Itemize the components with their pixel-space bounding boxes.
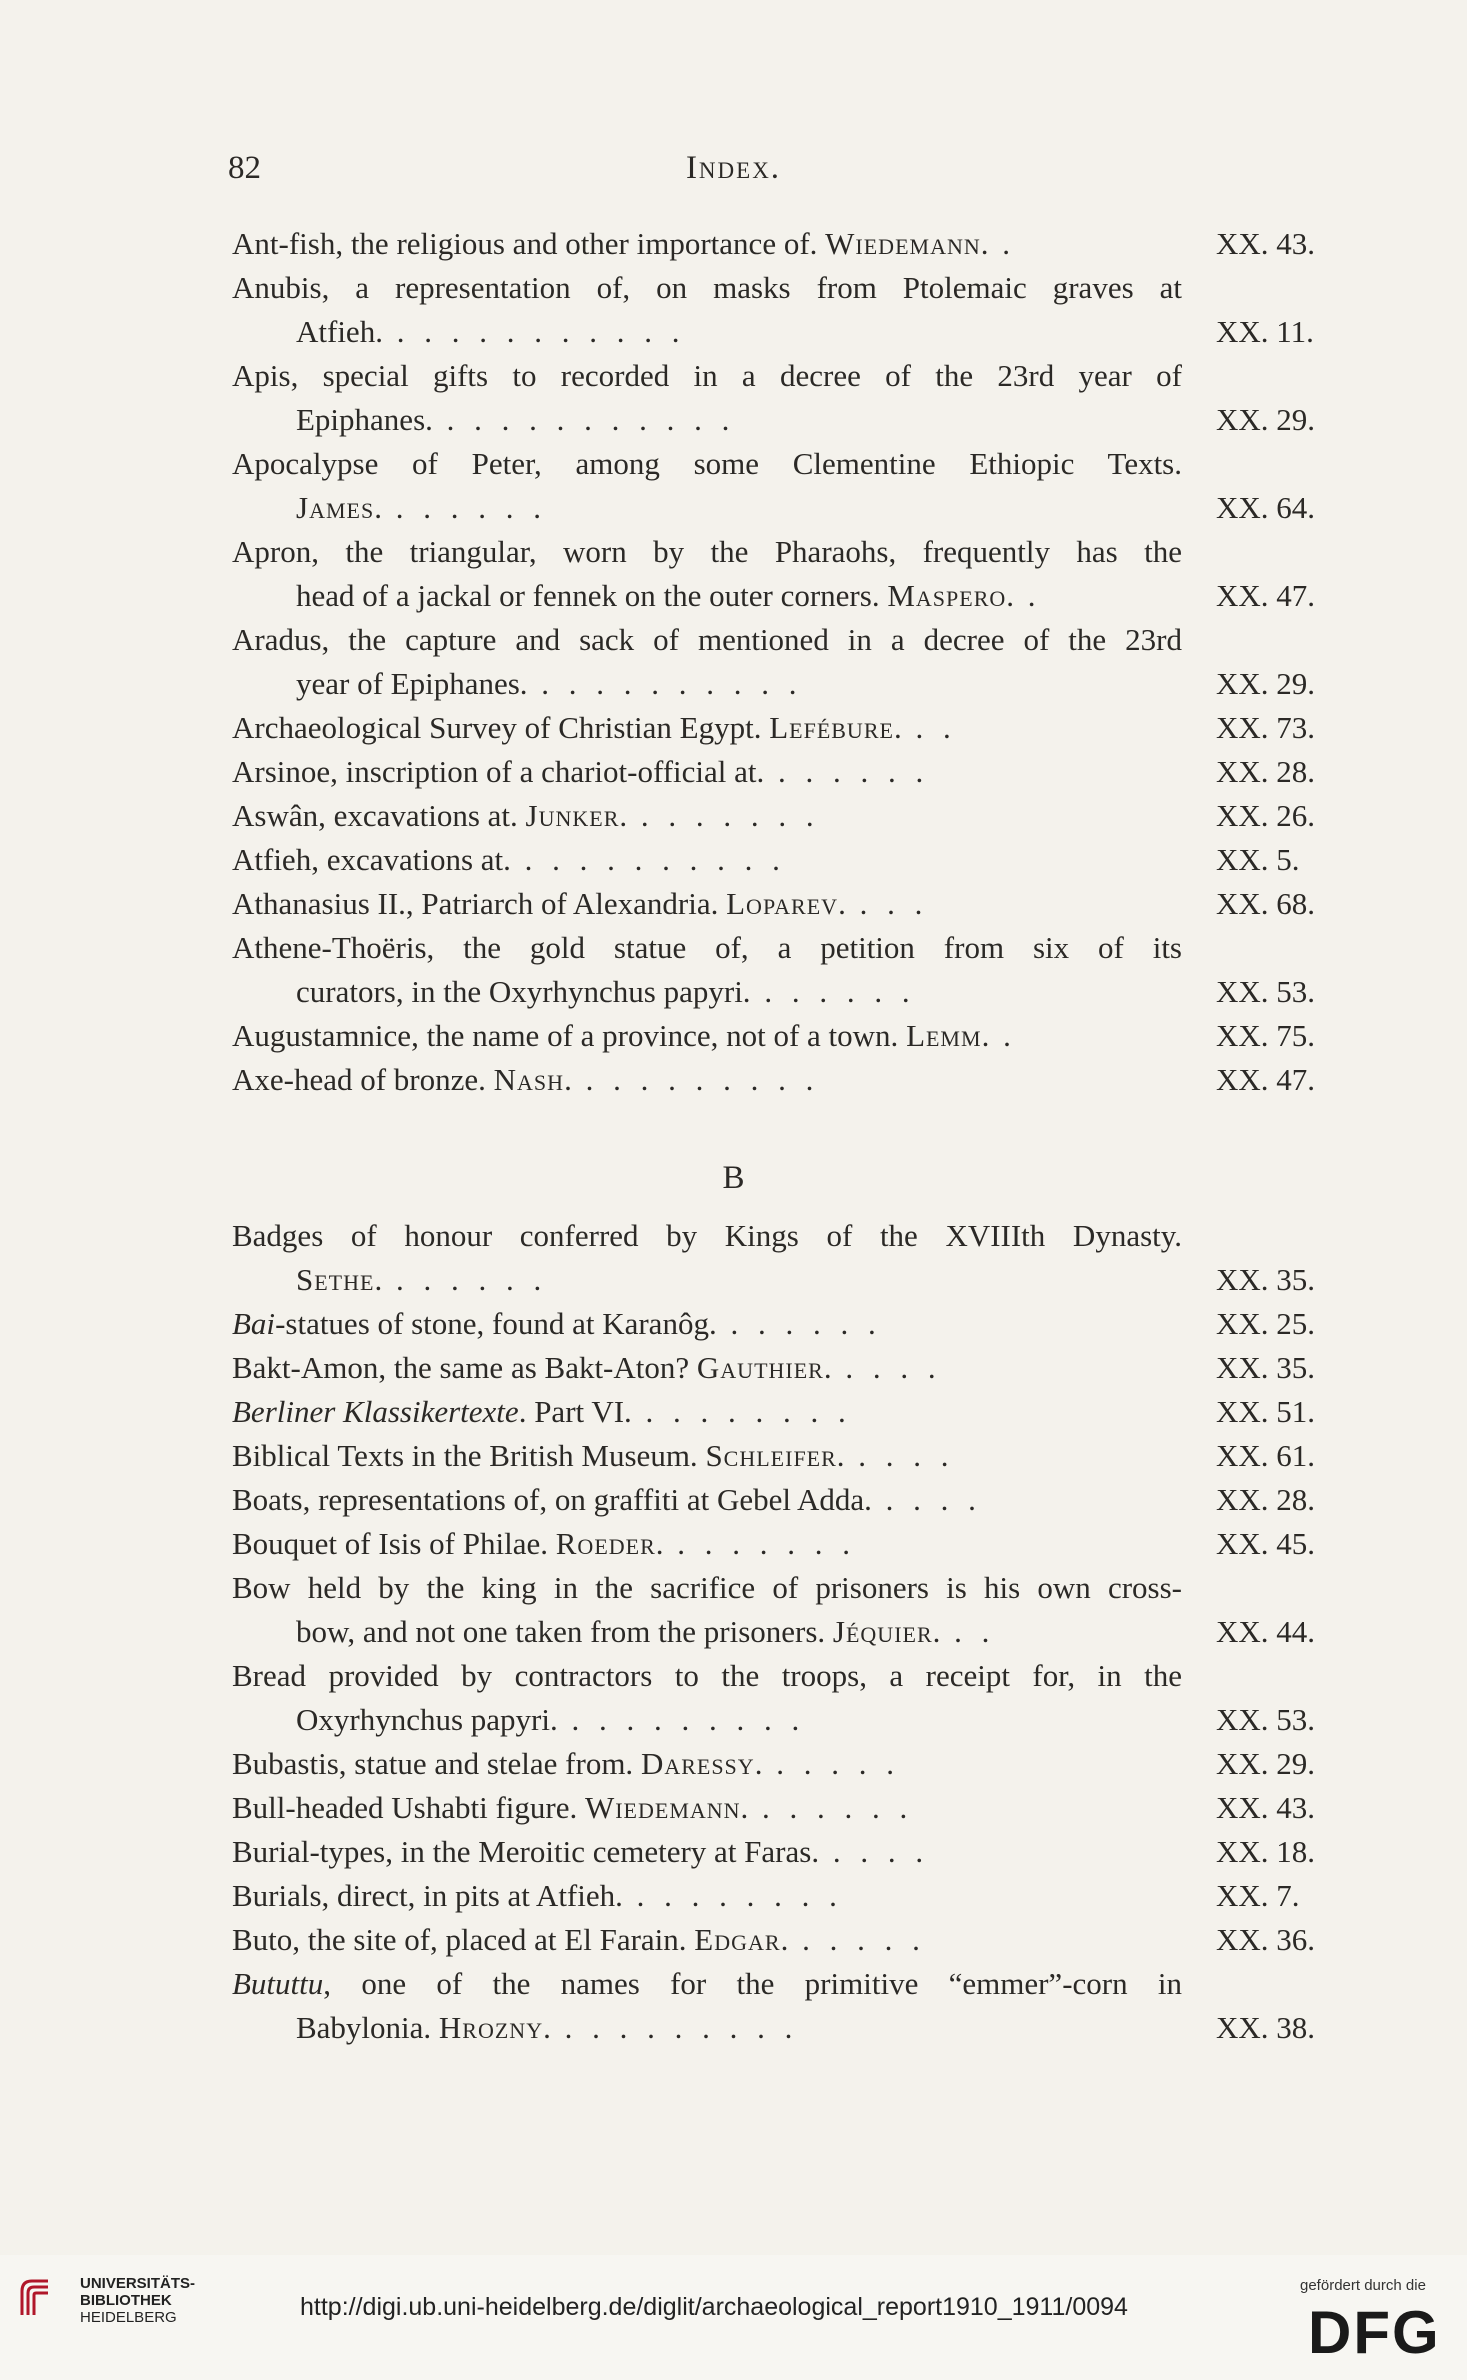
entry-text-line: Bread provided by contractors to the troops, a receipt for, in the (232, 1658, 1182, 1693)
funding-caption: gefördert durch die (1300, 2277, 1426, 2294)
leader-dots: . . . . . . . . . (557, 1702, 806, 1737)
library-name (80, 2275, 195, 2326)
entry-text-line: Oxyrhynchus papyri. . . . . . . . . . (296, 1702, 806, 1737)
entry-text-line: Burial-types, in the Meroitic cemetery at Faras. . . . . (232, 1834, 930, 1869)
entry-text-line: Aradus, the capture and sack of mentioned in a decree of the 23rd (232, 622, 1182, 657)
entry-text-line: Atfieh. . . . . . . . . . . . (296, 314, 686, 349)
leader-dots: . . (901, 710, 957, 745)
entry-text-line: Bow held by the king in the sacrifice of prisoners is his own cross- (232, 1570, 1182, 1605)
leader-dots: . . . . . (788, 1922, 926, 1957)
entry-text-line: Anubis, a representation of, on masks from Ptolemaic graves at (232, 270, 1182, 305)
entry-text-line: Apron, the triangular, worn by the Pharaohs, frequently has the (232, 534, 1182, 569)
volume-page-reference: XX. 29. (1216, 402, 1316, 437)
entry-text-line: Arsinoe, inscription of a chariot-official at. . . . . . . (232, 754, 930, 789)
volume-page-reference: XX. 35. (1216, 1350, 1316, 1385)
leader-dots: . (989, 1018, 1017, 1053)
leader-dots: . . . . . . . . . (571, 1062, 820, 1097)
leader-dots: . . . . . . (382, 1262, 548, 1297)
leader-dots: . . . . . . . . (631, 1394, 852, 1429)
volume-page-reference: XX. 7. (1216, 1878, 1300, 1913)
entry-text-line: Athene-Thoëris, the gold statue of, a petition from six of its (232, 930, 1182, 965)
entry-text-line: James. . . . . . . (296, 490, 547, 525)
volume-page-reference: XX. 28. (1216, 754, 1316, 789)
leader-dots: . . . . (831, 1350, 942, 1385)
entry-text-line: Berliner Klassikertexte. Part VI. . . . . . . . . (232, 1394, 852, 1429)
entry-text-line: Apocalypse of Peter, among some Clementine Ethiopic Texts. (232, 446, 1182, 481)
leader-dots: . . . . (871, 1482, 982, 1517)
entry-text-line: Epiphanes. . . . . . . . . . . . (296, 402, 736, 437)
entry-text-line: head of a jackal or fennek on the outer corners. Maspero. . (296, 578, 1042, 613)
volume-page-reference: XX. 64. (1216, 490, 1316, 525)
library-line: HEIDELBERG (80, 2309, 177, 2326)
leader-dots: . (1014, 578, 1042, 613)
leader-dots: . . . . . (762, 1746, 900, 1781)
entry-text-line: Badges of honour conferred by Kings of the XVIIIth Dynasty. (232, 1218, 1182, 1253)
leader-dots: . . . . . . . . . . (527, 666, 803, 701)
entry-text-line: Sethe. . . . . . . (296, 1262, 548, 1297)
entry-text-line: Buto, the site of, placed at El Farain. Edgar. . . . . . (232, 1922, 926, 1957)
volume-page-reference: XX. 44. (1216, 1614, 1316, 1649)
digitization-footer (0, 2255, 1467, 2380)
entry-text-line: Athanasius II., Patriarch of Alexandria. Loparev. . . . (232, 886, 929, 921)
entry-text-line: Babylonia. Hrozny. . . . . . . . . . (296, 2010, 799, 2045)
leader-dots: . . . . . . . . . . (510, 842, 786, 877)
library-line: BIBLIOTHEK (80, 2292, 172, 2309)
entry-text-line: Bututtu, one of the names for the primitive “emmer”-corn in (232, 1966, 1182, 2001)
section-heading-b: B (722, 1160, 745, 1196)
leader-dots: . . . . . . . . . (550, 2010, 799, 2045)
leader-dots: . (988, 226, 1016, 261)
volume-page-reference: XX. 53. (1216, 1702, 1316, 1737)
volume-page-reference: XX. 51. (1216, 1394, 1316, 1429)
entry-text-line: curators, in the Oxyrhynchus papyri. . . . . . . (296, 974, 916, 1009)
entry-text-line: Bull-headed Ushabti figure. Wiedemann. . . . . . . (232, 1790, 914, 1825)
volume-page-reference: XX. 73. (1216, 710, 1316, 745)
leader-dots: . . . . . . . . (622, 1878, 843, 1913)
entry-text-line: Ant-fish, the religious and other importance of. Wiedemann. . (232, 226, 1016, 261)
volume-page-reference: XX. 28. (1216, 1482, 1316, 1517)
volume-page-reference: XX. 18. (1216, 1834, 1316, 1869)
leader-dots: . . . . . . . (663, 1526, 857, 1561)
entry-text-line: Apis, special gifts to recorded in a decree of the 23rd year of (232, 358, 1182, 393)
library-line: UNIVERSITÄTS- (80, 2275, 196, 2292)
leader-dots: . . . . . . (748, 1790, 914, 1825)
entry-text-line: Axe-head of bronze. Nash. . . . . . . . . . (232, 1062, 820, 1097)
leader-dots: . . . . . . . (627, 798, 820, 833)
entry-text-line: year of Epiphanes. . . . . . . . . . . (296, 666, 803, 701)
leader-dots: . . . . . . . . . . . (382, 314, 686, 349)
entry-text-line: bow, and not one taken from the prisoners. Jéquier. . . (296, 1614, 996, 1649)
page-number: 82 (228, 150, 261, 186)
volume-page-reference: XX. 43. (1216, 1790, 1316, 1825)
volume-page-reference: XX. 53. (1216, 974, 1316, 1009)
page-title: Index. (685, 150, 782, 186)
volume-page-reference: XX. 47. (1216, 1062, 1316, 1097)
volume-page-reference: XX. 29. (1216, 1746, 1316, 1781)
leader-dots: . . . . . . (750, 974, 916, 1009)
entry-text-line: Boats, representations of, on graffiti at Gebel Adda. . . . . (232, 1482, 982, 1517)
volume-page-reference: XX. 25. (1216, 1306, 1316, 1341)
volume-page-reference: XX. 29. (1216, 666, 1316, 701)
entry-text-line: Archaeological Survey of Christian Egypt. Lefébure. . . (232, 710, 957, 745)
volume-page-reference: XX. 43. (1216, 226, 1316, 261)
volume-page-reference: XX. 68. (1216, 886, 1316, 921)
volume-page-reference: XX. 35. (1216, 1262, 1316, 1297)
volume-page-reference: XX. 38. (1216, 2010, 1316, 2045)
volume-page-reference: XX. 36. (1216, 1922, 1316, 1957)
leader-dots: . . . . (844, 1438, 955, 1473)
dfg-logo: DFG (1308, 2299, 1441, 2366)
volume-page-reference: XX. 5. (1216, 842, 1300, 877)
leader-dots: . . . . . . . . . . . (432, 402, 736, 437)
entry-text-line: Burials, direct, in pits at Atfieh. . . . . . . . . (232, 1878, 843, 1913)
leader-dots: . . (940, 1614, 996, 1649)
entry-text-line: Atfieh, excavations at. . . . . . . . . . . (232, 842, 786, 877)
volume-page-reference: XX. 26. (1216, 798, 1316, 833)
leader-dots: . . . . . . (716, 1306, 882, 1341)
entry-text-line: Bai-statues of stone, found at Karanôg. . . . . . . (232, 1306, 882, 1341)
leader-dots: . . . . . . (381, 490, 547, 525)
entry-text-line: Aswân, excavations at. Junker. . . . . . . . (232, 798, 820, 833)
entry-text-line: Bakt-Amon, the same as Bakt-Aton? Gauthier. . . . . (232, 1350, 942, 1385)
leader-dots: . . . (845, 886, 929, 921)
entry-text-line: Bubastis, statue and stelae from. Daressy. . . . . . (232, 1746, 900, 1781)
library-logo-icon (18, 2277, 54, 2317)
entry-text-line: Augustamnice, the name of a province, not of a town. Lemm. . (232, 1018, 1017, 1053)
entry-text-line: Biblical Texts in the British Museum. Schleifer. . . . . (232, 1438, 955, 1473)
volume-page-reference: XX. 45. (1216, 1526, 1316, 1561)
volume-page-reference: XX. 47. (1216, 578, 1316, 613)
entry-text-line: Bouquet of Isis of Philae. Roeder. . . . . . . . (232, 1526, 857, 1561)
volume-page-reference: XX. 61. (1216, 1438, 1316, 1473)
volume-page-reference: XX. 11. (1216, 314, 1314, 349)
leader-dots: . . . . (819, 1834, 930, 1869)
volume-page-reference: XX. 75. (1216, 1018, 1316, 1053)
permalink-url[interactable]: http://digi.ub.uni-heidelberg.de/diglit/archaeological_report1910_1911/0094 (300, 2293, 1128, 2321)
leader-dots: . . . . . . (764, 754, 930, 789)
